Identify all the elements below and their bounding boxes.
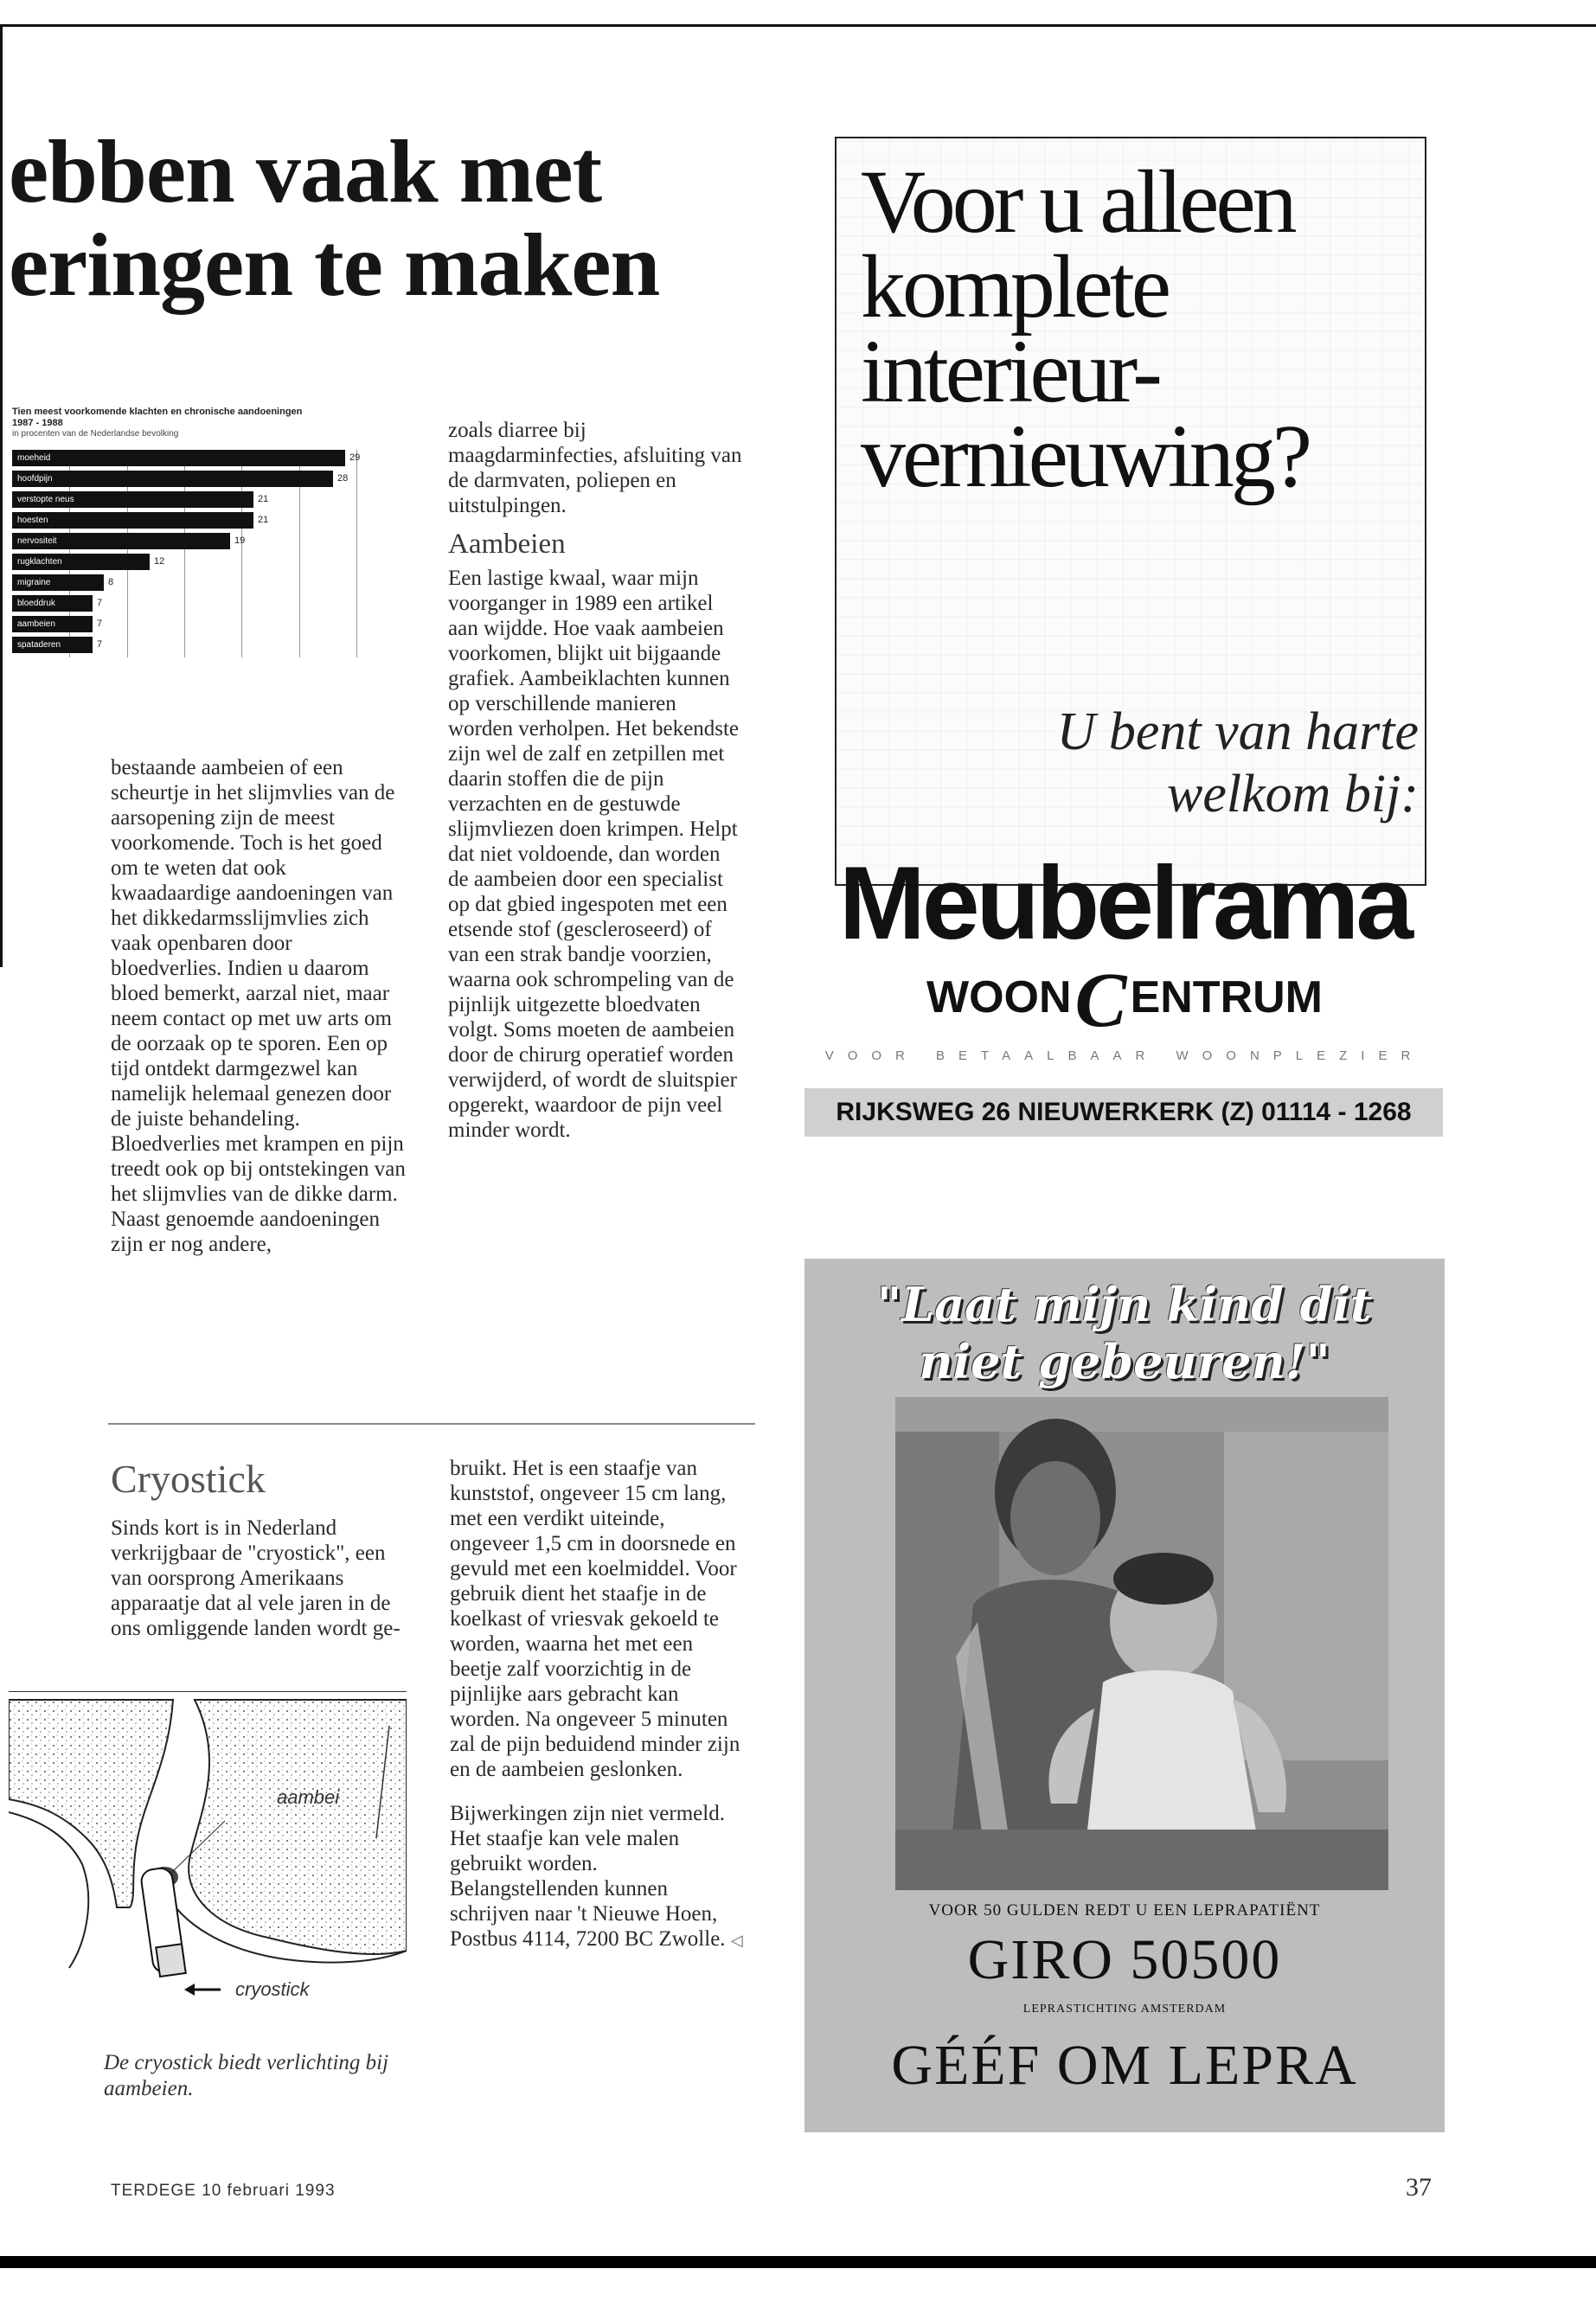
chart-bar: aambeien — [12, 616, 93, 632]
child-hair — [1113, 1553, 1214, 1605]
complaints-chart — [12, 407, 410, 744]
top-frame-rule — [0, 24, 1596, 27]
left-frame-rule — [0, 24, 3, 967]
chart-bar: spataderen — [12, 637, 93, 653]
lepra-slogan: GÉÉF OM LEPRA — [891, 2034, 1358, 2097]
welcome-line-2: welkom bij: — [1167, 765, 1419, 824]
chart-bar-value: 7 — [97, 639, 103, 650]
column-2-intro: zoals diarree bij maagdarminfecties, afsluiting van de darmvaten, poliepen en uitstulpingen. — [448, 419, 742, 517]
page-number: 37 — [1406, 2173, 1432, 2202]
cryostick-diagram — [9, 1691, 407, 2020]
cryostick-column-2 — [450, 1456, 744, 1953]
chart-bar-value: 12 — [154, 556, 165, 567]
entrum-text: ENTRUM — [1130, 972, 1323, 1023]
centrum-c-glyph: C — [1074, 958, 1127, 1043]
welcome-line-1: U bent van harte — [1056, 702, 1419, 761]
ad-title-line: komplete — [861, 237, 1169, 336]
meubelrama-welcome — [900, 701, 1419, 825]
meubelrama-logo: Meubelrama — [838, 845, 1411, 961]
cryostick-column-2-text-b — [450, 1801, 744, 1953]
ad-title-line: Voor u alleen — [861, 152, 1294, 252]
quote-line-2: niet gebeuren!" — [919, 1334, 1330, 1389]
chart-bar: migraine — [12, 574, 104, 591]
headline-line-2: eringen te maken — [9, 215, 660, 315]
cryostick-column-1-text: Sinds kort is in Nederland verkrijgbaar de "cryostick", een van oorsprong Amerikaans apparaatje dat al vele jaren in de ons omliggende landen wordt ge- — [111, 1516, 401, 1640]
section-heading-aambeien: Aambeien — [448, 529, 566, 560]
meubelrama-ad-title — [861, 152, 1414, 506]
chart-bar-value: 21 — [258, 515, 269, 525]
child-dress — [1086, 1670, 1259, 1847]
tissue-right-shape — [189, 1700, 407, 1954]
footer-publication: TERDEGE 10 februari 1993 — [111, 2182, 336, 2200]
section-divider — [108, 1423, 755, 1425]
column-1-text: bestaande aambeien of een scheurtje in het slijmvlies van de aarsopening zijn de meest voorkomende. Toch is het goed om te weten dat ook kwaadaardige aandoeningen van het dikkedarmsslijmvlies zich vaak openbaren door bloedverlies. Indien u daarom bloed bemerkt, aarzal niet, maar neem contact op met uw arts om de oorzaak op te sporen. Een op tijd ontdekt darmgezwel kan namelijk helemaal genezen door de juiste behandeling. Bloedverlies met krampen en pijn treedt ook op bij ontstekingen van het slijmvlies van de dikke darm. Naast genoemde aandoeningen zijn er nog andere, — [111, 756, 406, 1256]
woon-centrum-logo — [809, 956, 1440, 1045]
chart-subtitle: in procenten van de Nederlandse bevolking — [12, 429, 179, 439]
chart-plot-area — [12, 450, 410, 735]
chart-bar: moeheid — [12, 450, 345, 466]
diagram-caption: De cryostick biedt verlichting bij aambeien. — [104, 2051, 389, 2100]
bottom-frame-rule — [0, 2256, 1596, 2268]
chart-years: 1987 - 1988 — [12, 418, 63, 428]
chart-bar: hoofdpijn — [12, 471, 333, 487]
lepra-stichting: LEPRASTICHTING AMSTERDAM — [1022, 2003, 1227, 2016]
chart-bar-value: 8 — [108, 577, 114, 587]
mother-face — [1010, 1461, 1100, 1575]
chart-bar: bloeddruk — [12, 595, 93, 612]
chart-bar: nervositeit — [12, 533, 230, 549]
chart-bar-value: 7 — [97, 619, 103, 629]
lepra-ad-quote — [830, 1276, 1419, 1390]
chart-title: Tien meest voorkomende klachten en chronische aandoeningen — [12, 407, 303, 417]
column-2 — [448, 418, 742, 1143]
quote-line-1: "Laat mijn kind dit — [876, 1277, 1373, 1332]
chart-gridline — [356, 450, 357, 657]
chart-bar-value: 7 — [97, 598, 103, 608]
chart-bar: rugklachten — [12, 554, 150, 570]
cryostick-column-2-text: bruikt. Het is een staafje van kunststof, ongeveer 15 cm lang, met een verdikt uiteinde, ongeveer 1,5 cm in doorsnede en gevuld met een koelmiddel. Voor gebruik dient het staafje in de koelkast of vriesvak gekoeld te worden, waarna het met een beetje zalf voorzichtig in de pijnlijke aars gebracht kan worden. Na ongeveer 5 minuten zal de pijn beduidend minder zijn en de aambeien geslonken. — [450, 1457, 740, 1781]
chart-bar-value: 21 — [258, 494, 269, 504]
lepra-small-line: VOOR 50 GULDEN REDT U EEN LEPRAPATIËNT — [928, 1901, 1321, 1920]
chart-bar: hoesten — [12, 512, 253, 529]
chart-bar-value: 19 — [234, 535, 246, 546]
chart-bar-value: 29 — [349, 452, 361, 463]
chart-bar-value: 28 — [337, 473, 349, 484]
diagram-label-aambei: aambei — [277, 1786, 340, 1808]
headline-line-1: ebben vaak met — [9, 122, 602, 221]
cryostick-closing-text: Bijwerkingen zijn niet vermeld. Het staafje kan vele malen gebruikt worden. Belangstellenden kunnen schrijven naar 't Nieuwe Hoen, Postbus 4114, 7200 BC Zwolle. — [450, 1802, 726, 1951]
article-headline — [9, 122, 753, 315]
end-mark: ◁ — [730, 1932, 743, 1949]
meubelrama-address: RIJKSWEG 26 NIEUWERKERK (Z) 01114 - 1268 — [804, 1088, 1443, 1137]
meubelrama-tagline: VOOR BETAALBAAR WOONPLEZIER — [824, 1048, 1425, 1063]
section-heading-cryostick: Cryostick — [111, 1457, 266, 1501]
diagram-label-cryostick: cryostick — [235, 1978, 310, 2000]
mother-child-photo — [895, 1397, 1388, 1890]
lepra-giro: GIRO 50500 — [967, 1928, 1282, 1991]
column-2-text: Een lastige kwaal, waar mijn voorganger in 1989 een artikel aan wijdde. Hoe vaak aambeien voorkomen, blijkt uit bijgaande grafiek. Aambeiklachten kunnen op verschillende manieren worden verholpen. Het bekendste zijn wel de zalf en zetpillen met daarin stoffen die de pijn verzachten en de gestuwde slijmvliezen doen krimpen. Helpt dat niet voldoende, dan worden de aambeien door een specialist op dat gbied ingespoten met een etsende stof (gescleroseerd) of van een strak bandje voorzien, waarna ook schrompeling van de pijnlijk uitgezette bloedvaten volgt. Soms moeten de aambeien door de chirurg operatief worden verwijderd, of wordt de sluitspier opgerekt, waardoor de pijn veel minder wordt. — [448, 567, 739, 1142]
woon-text: WOON — [926, 972, 1072, 1023]
ad-title-line: vernieuwing? — [861, 407, 1310, 506]
ad-title-line: interieur- — [861, 322, 1159, 421]
chart-bar: verstopte neus — [12, 491, 253, 508]
